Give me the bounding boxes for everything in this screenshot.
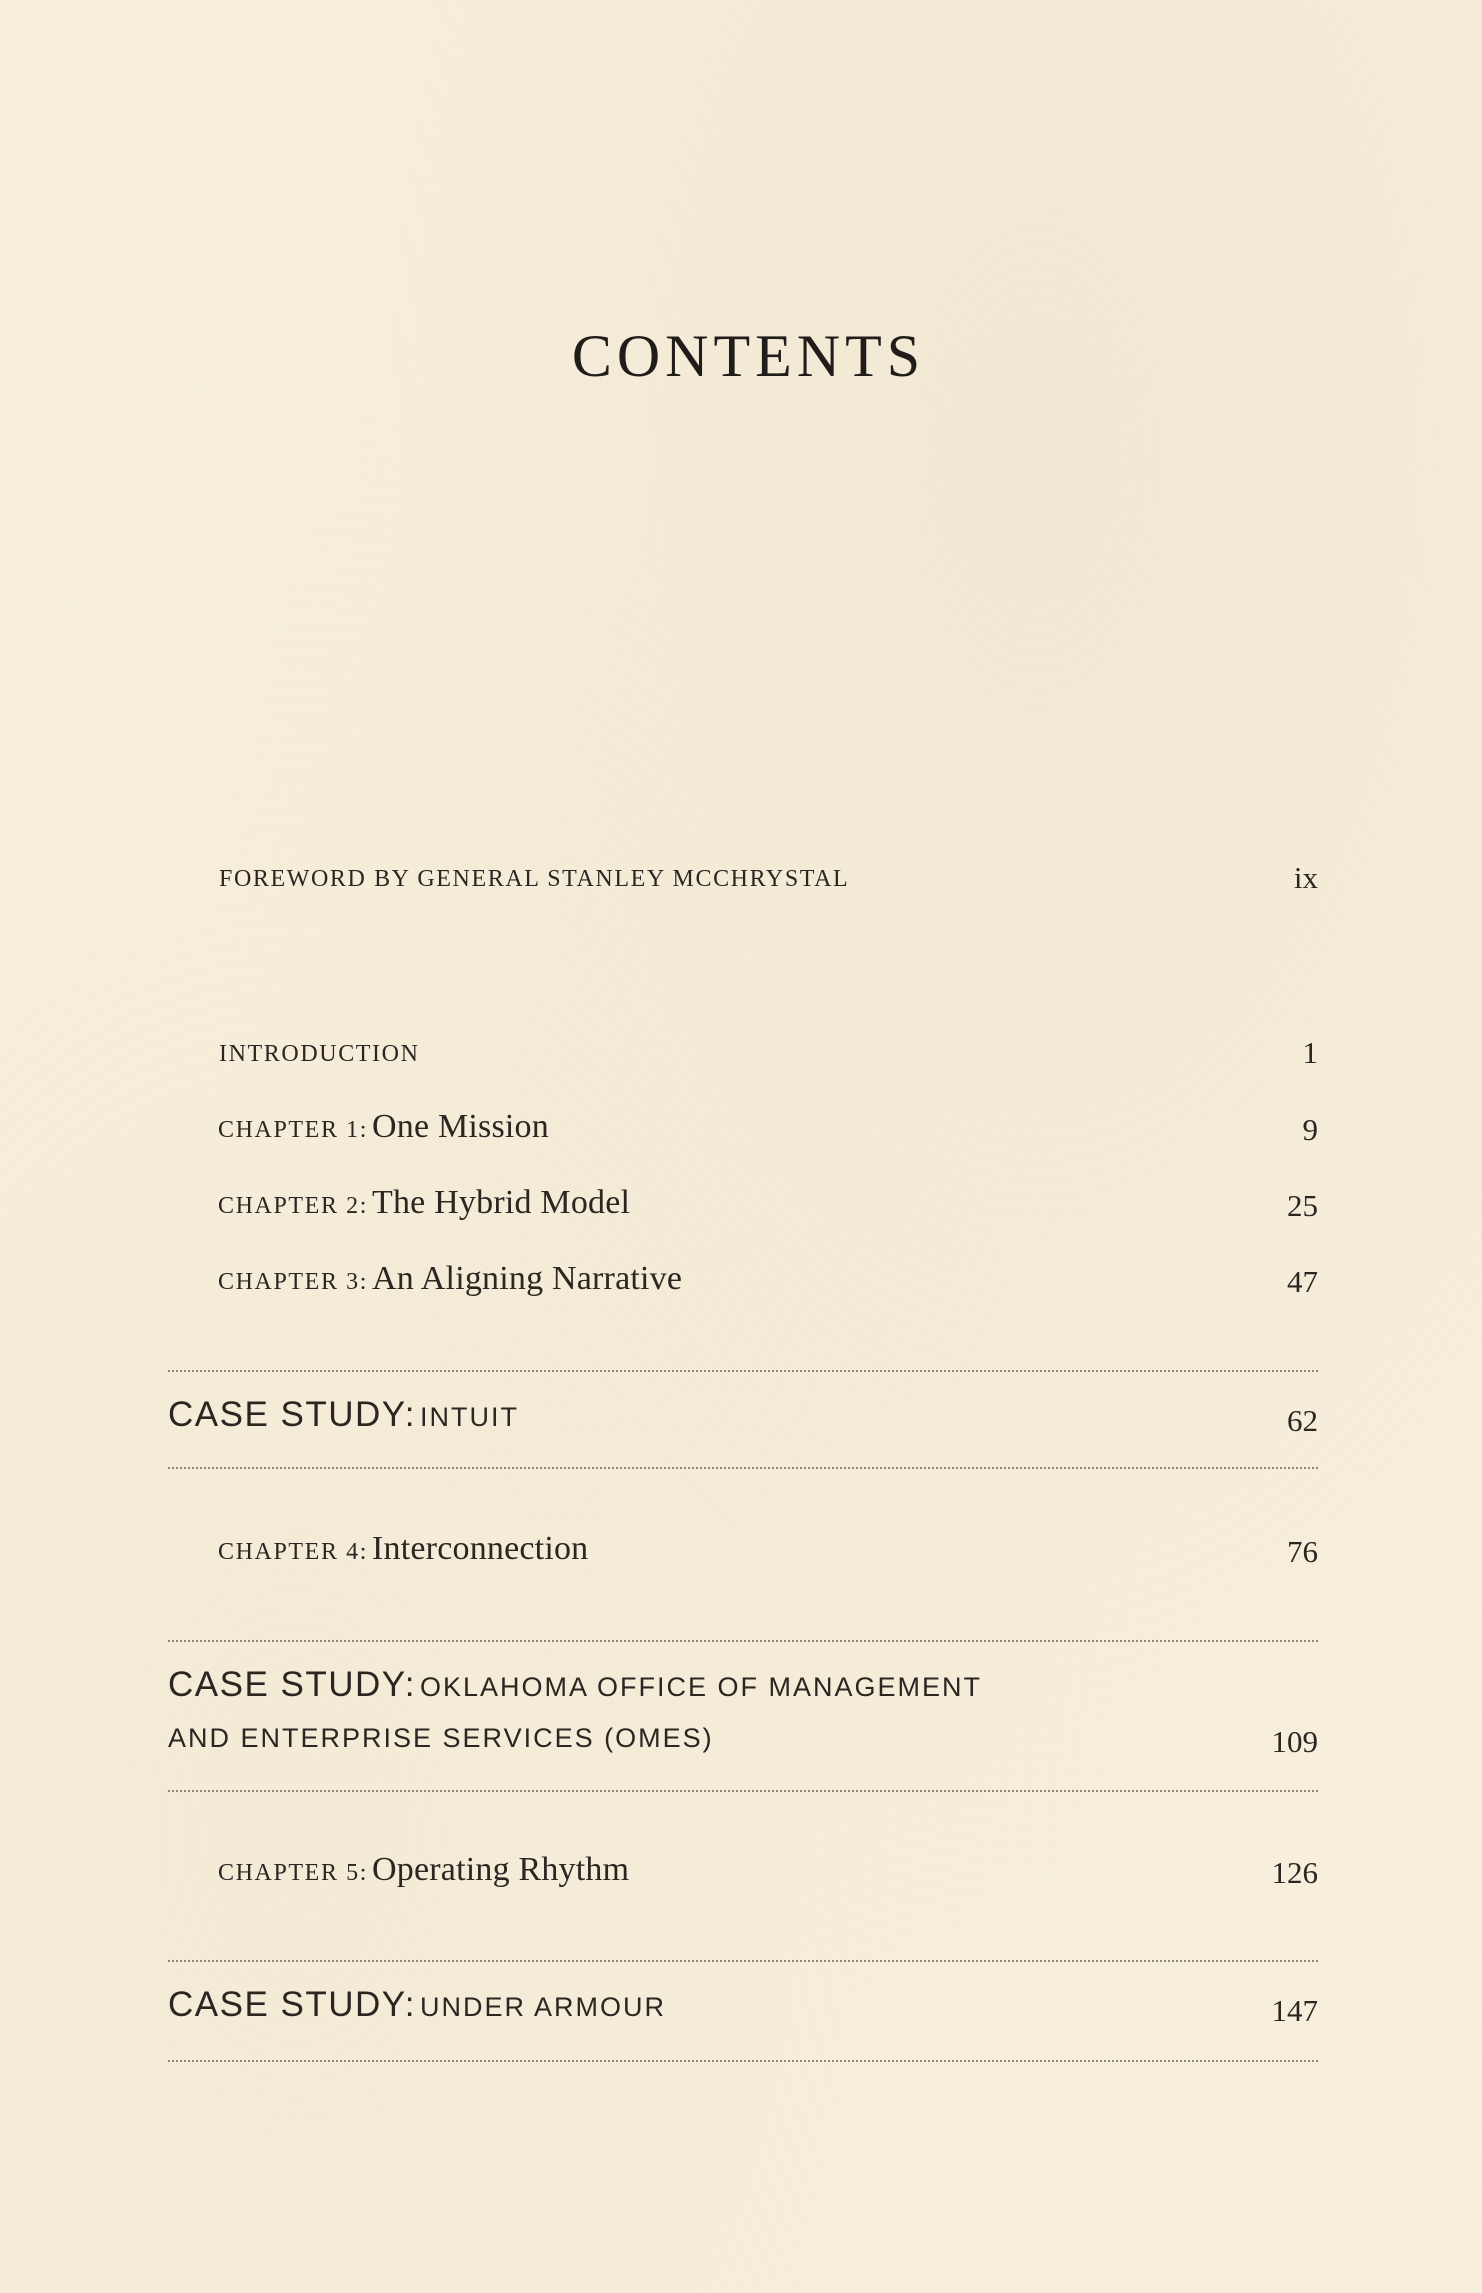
case-study-label: CASE STUDY: xyxy=(168,1985,416,2024)
chapter-title: The Hybrid Model xyxy=(372,1184,631,1221)
toc-entry-chapter-4[interactable] xyxy=(0,1530,1482,1580)
page-number: 126 xyxy=(1271,1855,1318,1890)
toc-entry-case-study-under-armour[interactable] xyxy=(0,1985,1482,2037)
chapter-title: Operating Rhythm xyxy=(372,1851,630,1888)
case-study-subject: UNDER ARMOUR xyxy=(419,1992,666,2022)
page-number: 9 xyxy=(1302,1112,1318,1147)
chapter-title: Interconnection xyxy=(372,1530,589,1567)
toc-entry-case-study-omes[interactable] xyxy=(0,1665,1482,1775)
page-title: CONTENTS xyxy=(571,323,926,389)
toc-entry-chapter-1[interactable] xyxy=(0,1108,1482,1158)
toc-entry-foreword[interactable] xyxy=(0,860,1482,906)
page-number: 76 xyxy=(1287,1534,1318,1569)
toc-entry-chapter-3[interactable] xyxy=(0,1260,1482,1310)
page-number: 109 xyxy=(1271,1724,1318,1759)
page-number: 1 xyxy=(1302,1035,1318,1070)
chapter-label: CHAPTER 1: xyxy=(218,1117,369,1143)
entry-label: FOREWORD BY GENERAL STANLEY MCCHRYSTAL xyxy=(219,866,850,892)
page-number: ix xyxy=(1293,860,1318,895)
dotted-divider xyxy=(168,1467,1318,1469)
chapter-title: One Mission xyxy=(372,1108,549,1145)
dotted-divider xyxy=(168,1790,1318,1792)
toc-entry-chapter-5[interactable] xyxy=(0,1851,1482,1901)
entry-line xyxy=(218,1184,630,1222)
entry-line xyxy=(218,1530,588,1568)
case-study-subject-line-1: OKLAHOMA OFFICE OF MANAGEMENT xyxy=(419,1672,983,1702)
dotted-divider xyxy=(168,1640,1318,1642)
entry-line xyxy=(218,1851,629,1889)
chapter-label: CHAPTER 2: xyxy=(218,1193,369,1219)
page-number: 62 xyxy=(1287,1403,1318,1438)
page-number: 147 xyxy=(1271,1993,1318,2028)
case-study-label: CASE STUDY: xyxy=(168,1395,416,1434)
entry-line xyxy=(218,1108,549,1146)
chapter-title: An Aligning Narrative xyxy=(372,1260,683,1297)
toc-entry-introduction[interactable] xyxy=(0,1035,1482,1081)
entry-line xyxy=(218,1260,682,1298)
entry-label: INTRODUCTION xyxy=(219,1041,420,1067)
entry-line xyxy=(168,1395,519,1435)
entry-line xyxy=(168,1665,982,1705)
dotted-divider xyxy=(168,1960,1318,1962)
dotted-divider xyxy=(168,1370,1318,1372)
page-number: 25 xyxy=(1287,1188,1318,1223)
chapter-label: CHAPTER 4: xyxy=(218,1539,369,1565)
dotted-divider xyxy=(168,2060,1318,2062)
toc-entry-case-study-intuit[interactable] xyxy=(0,1395,1482,1447)
toc-entry-chapter-2[interactable] xyxy=(0,1184,1482,1234)
chapter-label: CHAPTER 5: xyxy=(218,1860,369,1886)
page-number: 47 xyxy=(1287,1264,1318,1299)
entry-line xyxy=(168,1985,666,2025)
case-study-label: CASE STUDY: xyxy=(168,1665,416,1704)
chapter-label: CHAPTER 3: xyxy=(218,1269,369,1295)
case-study-subject-line-2: AND ENTERPRISE SERVICES (OMES) xyxy=(168,1723,714,1753)
case-study-subject: INTUIT xyxy=(419,1402,519,1432)
